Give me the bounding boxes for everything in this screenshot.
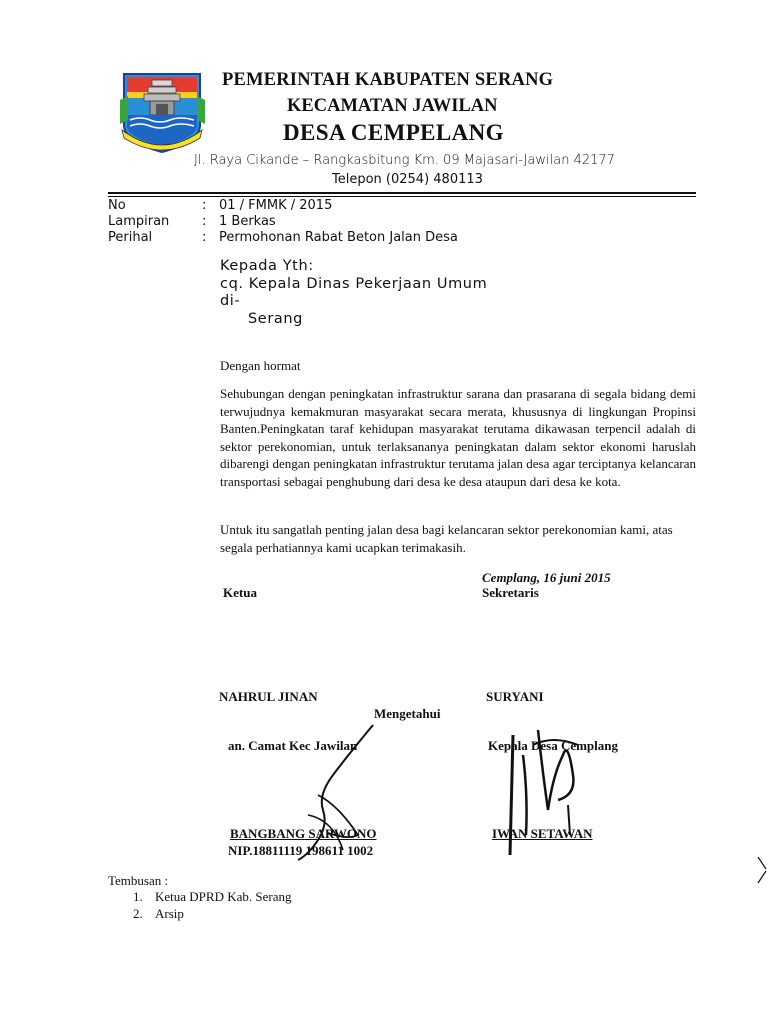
- lampiran-value: 1 Berkas: [219, 214, 276, 229]
- district-title: KECAMATAN JAWILAN: [287, 96, 498, 116]
- recipient-di: di-: [220, 293, 241, 309]
- tembusan-label: Tembusan :: [108, 873, 169, 888]
- government-title: PEMERINTAH KABUPATEN SERANG: [222, 70, 554, 90]
- letter-date: Cemplang, 16 juni 2015: [482, 570, 611, 585]
- mengetahui-label: Mengetahui: [374, 706, 441, 721]
- ketua-title: Ketua: [223, 585, 257, 600]
- header-rule-thin: [108, 196, 696, 197]
- recipient-city: Serang: [248, 310, 303, 327]
- meta-no: [108, 198, 458, 214]
- sekretaris-name: SURYANI: [486, 689, 544, 704]
- tembusan-num-1: 1.: [133, 889, 143, 904]
- camat-name: BANGBANG SARWONO: [230, 826, 377, 841]
- tembusan-text-1: Ketua DPRD Kab. Serang: [155, 889, 292, 904]
- sep: :: [202, 198, 207, 213]
- address: Jl. Raya Cikande – Rangkasbitung Km. 09 Majasari-Jawilan 42177: [194, 153, 615, 168]
- page-mark: [756, 855, 768, 885]
- sep: :: [202, 230, 207, 245]
- regency-logo: [120, 70, 205, 155]
- no-value: 01 / FMMK / 2015: [219, 198, 333, 213]
- perihal-label: Perihal: [108, 230, 153, 245]
- sep: :: [202, 214, 207, 229]
- perihal-value: Permohonan Rabat Beton Jalan Desa: [219, 230, 458, 245]
- no-label: No: [108, 198, 126, 213]
- meta-lampiran: [108, 214, 458, 230]
- tembusan-item-2: [133, 905, 184, 923]
- tembusan-text-2: Arsip: [155, 906, 184, 921]
- recipient-greeting: Kepada Yth:: [220, 258, 314, 274]
- meta-perihal: [108, 230, 458, 246]
- camat-nip: NIP.18811119 198611 1002: [228, 843, 374, 858]
- kades-signature: [498, 715, 588, 865]
- kades-name: IWAN SETAWAN: [492, 826, 593, 841]
- paragraph-1: Sehubungan dengan peningkatan infrastruktur sarana dan prasarana di segala bidang demi terwujudnya kemakmuran masyarakat secara merata, khususnya di lingkungan Propinsi Banten.Peningkatan taraf kehidupan masyarakat terutama dikawasan terpencil adalah di sektor perekonomian, untuk terlaksananya peningkatan dalam sektor ekonomi haruslah dibarengi dengan peningkatan infrastruktur terutama jalan desa agar terciptanya kelancaran transportasi sebagai penghubung dari desa ke desa ataupun dari desa ke kota.: [220, 386, 696, 489]
- kades-title: Kepala Desa Cemplang: [488, 738, 618, 753]
- letter-meta: [108, 198, 458, 246]
- lampiran-label: Lampiran: [108, 214, 170, 229]
- phone: Telepon (0254) 480113: [332, 172, 483, 187]
- sekretaris-title: Sekretaris: [482, 585, 539, 600]
- tembusan-item-1: [133, 888, 291, 906]
- header-rule-thick: [108, 192, 696, 194]
- camat-signature: [278, 715, 388, 865]
- village-title: DESA CEMPELANG: [283, 120, 504, 145]
- recipient-block: [220, 258, 487, 328]
- camat-title: an. Camat Kec Jawilan: [228, 738, 358, 753]
- greeting: Dengan hormat: [220, 358, 301, 373]
- ketua-name: NAHRUL JINAN: [219, 689, 318, 704]
- paragraph-2: Untuk itu sangatlah penting jalan desa bagi kelancaran sektor perekonomian kami, atas segala perhatiannya kami ucapkan terimakasih.: [220, 522, 673, 555]
- recipient-name: cq. Kepala Dinas Pekerjaan Umum: [220, 275, 488, 292]
- tembusan-num-2: 2.: [133, 906, 143, 921]
